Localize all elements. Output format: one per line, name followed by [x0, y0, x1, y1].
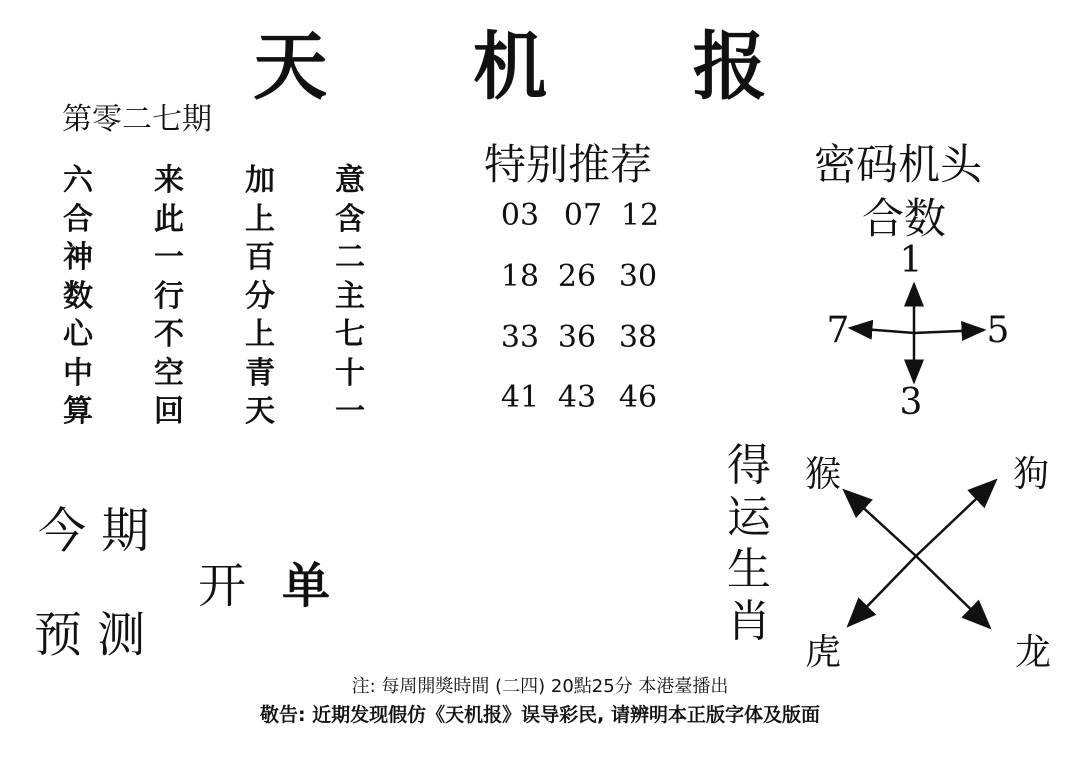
special-numbers: [495, 198, 675, 428]
special-number: 33: [500, 320, 540, 355]
code-top-number: 1: [899, 240, 923, 281]
zodiac-bottom-right: 龙: [1014, 632, 1051, 673]
poem-char: 心: [63, 317, 93, 352]
poem-char: 数: [63, 278, 93, 314]
code-bottom-number: 3: [899, 382, 923, 423]
code-heading: 密码机头: [814, 140, 983, 189]
poem-char: 分: [245, 278, 275, 314]
poem-char: 此: [154, 201, 184, 237]
kaidan-value: 单: [282, 558, 331, 614]
special-number: 26: [557, 259, 597, 294]
special-number: 07: [563, 198, 603, 233]
special-number: 43: [557, 380, 597, 415]
code-left-number: 7: [826, 310, 850, 351]
lucky-char: 生: [727, 544, 771, 595]
poem-char: 十: [335, 355, 365, 391]
forecast-line-2: 预 测: [34, 607, 146, 663]
poem-char: 中: [63, 355, 93, 391]
special-number: 41: [500, 380, 540, 415]
poem-char: 加: [245, 163, 275, 198]
poem-column-1: [58, 162, 98, 432]
poem-char: 算: [63, 394, 93, 429]
forecast-line-1: 今 期: [38, 503, 150, 559]
poem-char: 上: [245, 317, 275, 352]
poem-char: 七: [335, 317, 365, 352]
code-right-number: 5: [986, 310, 1010, 351]
lucky-char: 肖: [727, 596, 771, 647]
special-number: 46: [618, 380, 658, 415]
counterfeit-warning: 敬告: 近期发现假仿《天机报》误导彩民, 请辨明本正版字体及版面: [259, 704, 821, 726]
x-arrows-icon: [838, 476, 998, 636]
page-title: 天 机 报: [253, 24, 827, 110]
poem-char: 来: [154, 163, 184, 198]
draw-time-note: 注: 每周開獎時間 (二四) 20點25分 本港臺播出: [351, 676, 729, 697]
kaidan-label: 开: [198, 558, 247, 614]
poem-char: 行: [154, 278, 184, 314]
poem-column-3: [240, 162, 280, 432]
poem-char: 空: [154, 355, 184, 391]
special-heading: 特别推荐: [484, 140, 653, 189]
special-number: 03: [500, 198, 540, 233]
poem-grid: [58, 162, 388, 432]
poem-char: 意: [335, 163, 365, 198]
lucky-char: 运: [727, 492, 771, 543]
lucky-vertical-title: [724, 440, 774, 648]
poem-char: 神: [63, 240, 93, 275]
code-subheading: 合数: [862, 194, 947, 243]
cross-arrows-icon: [840, 278, 990, 388]
special-number: 12: [620, 198, 660, 233]
zodiac-top-right: 狗: [1012, 454, 1049, 495]
special-number: 36: [557, 320, 597, 355]
poem-char: 青: [245, 355, 275, 391]
special-number: 30: [618, 259, 658, 294]
poem-char: 上: [245, 201, 275, 237]
poem-char: 百: [245, 240, 275, 275]
poem-char: 六: [63, 163, 93, 198]
poem-char: 天: [245, 394, 275, 429]
poem-char: 一: [335, 394, 365, 429]
poem-char: 回: [154, 394, 184, 429]
poem-char: 二: [335, 240, 365, 275]
poem-column-4: [330, 162, 370, 432]
poem-char: 一: [154, 240, 184, 275]
poem-char: 含: [335, 201, 365, 237]
special-number: 38: [618, 320, 658, 355]
poem-char: 主: [335, 278, 365, 314]
zodiac-top-left: 猴: [804, 454, 841, 495]
lucky-char: 得: [727, 440, 771, 491]
special-number: 18: [500, 259, 540, 294]
issue-number: 第零二七期: [62, 102, 212, 137]
zodiac-bottom-left: 虎: [804, 632, 841, 673]
poem-column-2: [149, 162, 189, 432]
poem-char: 不: [154, 317, 184, 352]
poem-char: 合: [63, 201, 93, 237]
